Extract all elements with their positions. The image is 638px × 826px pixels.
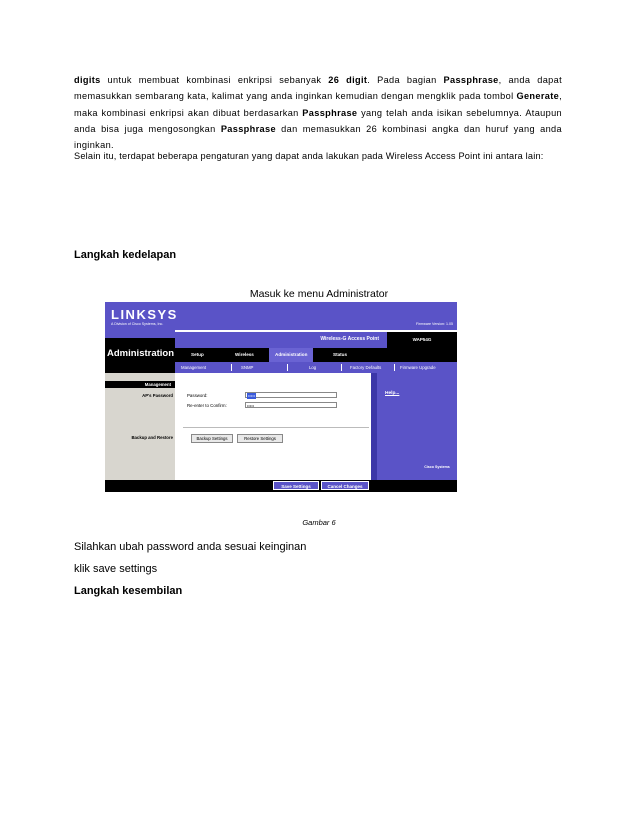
subtab-snmp[interactable]: SNMP [241,365,254,370]
subtab-divider [287,364,288,371]
bold-term: Generate [516,91,560,102]
backup-settings-button[interactable]: Backup Settings [191,434,233,443]
subtab-log[interactable]: Log [309,365,317,370]
paragraph-text: yang telah anda isikan sebelumnya. Ataupun anda bisa juga mengosongkan [74,107,562,134]
ap-password-label: AP's Password [142,393,173,398]
product-bar [175,332,387,348]
subtab-firmware-upgrade[interactable]: Firmware Upgrade [400,365,436,370]
bold-term: digits [74,75,101,85]
tab-wireless[interactable]: Wireless [235,352,254,357]
cisco-logo: Cisco Systems [424,465,450,469]
subtab-divider [231,364,232,371]
product-name: Wireless-G Access Point [320,336,379,342]
heading-step-9: Langkah kesembilan [74,585,183,597]
linksys-logo: LINKSYS [111,307,178,322]
figure-caption: Gambar 6 [302,518,336,527]
help-panel [371,373,457,480]
subtab-management[interactable]: Management [181,365,207,370]
tab-administration[interactable]: Administration [269,348,313,362]
tab-status[interactable]: Status [333,352,348,357]
help-panel-strip [371,373,377,480]
backup-restore-label: Backup and Restore [131,435,173,440]
logo-subtitle: A Division of Cisco Systems, Inc. [111,322,164,326]
heading-step-8: Langkah kedelapan [74,249,177,261]
instruction-save-settings: klik save settings [74,563,158,575]
settings-paragraph: Selain itu, terdapat beberapa pengaturan yang dapat anda lakukan pada Wireless Access Point ini antara lain: [74,151,544,161]
paragraph-text: untuk membuat kombinasi enkripsi sebanyak [100,75,329,85]
paragraph-text: . Pada bagian [367,75,444,85]
sub-tabs [175,362,457,373]
restore-settings-button[interactable]: Restore Settings [237,434,283,443]
bold-term: Passphrase [443,75,499,85]
firmware-version: Firmware Version: 1.05 [416,322,453,326]
main-tabs [175,348,457,362]
paragraph-text: , anda dapat memasukkan sembarang kata, kalimat yang anda inginkan kemudian dengan mengklik pada tombol [74,75,562,102]
section-title: Administration [107,348,175,359]
password-label: Password: [187,393,208,398]
save-settings-button[interactable]: Save Settings [273,481,319,490]
reenter-password-input[interactable]: ••••• [245,402,337,408]
cancel-changes-button[interactable]: Cancel Changes [321,481,369,490]
management-header: Management [105,381,175,388]
router-admin-screenshot [105,302,457,492]
reenter-label: Re-enter to Confirm: [187,403,227,408]
paragraph-text: , maka kombinasi enkripsi akan dibuat berdasarkan [74,91,562,118]
subtab-factory-defaults[interactable]: Factory Defaults [350,365,382,370]
paragraph-text: dan memasukkan 26 kombinasi angka dan huruf yang anda inginkan. [74,123,562,151]
bold-term: Passphrase [220,123,276,134]
subtab-divider [394,364,395,371]
bold-term: Passphrase [302,107,358,118]
divider [183,427,369,428]
help-link[interactable]: Help... [385,391,400,396]
left-panel [105,373,175,480]
instruction-change-password: Silahkan ubah password anda sesuai keinginan [74,541,307,553]
subtab-divider [341,364,342,371]
intro-paragraph [74,72,562,153]
model-number: WAP54G [387,332,457,348]
bold-term: 26 digit [328,75,368,85]
image-caption: Masuk ke menu Administrator [249,288,389,300]
password-input[interactable]: ••••• [245,392,337,398]
tab-setup[interactable]: Setup [191,352,204,357]
